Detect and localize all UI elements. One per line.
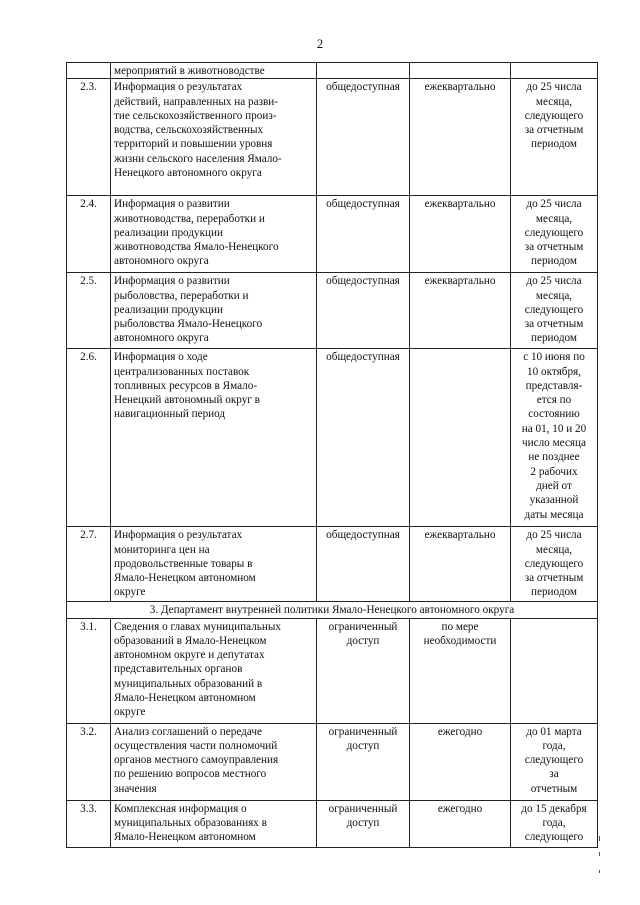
item-name-line: продовольственные товары в — [114, 557, 253, 570]
access-level — [317, 527, 410, 602]
item-name-line: муниципальных образований в — [114, 677, 263, 690]
table-row — [67, 527, 598, 602]
item-name-line: Ненецкий автономный округ в — [114, 394, 260, 407]
item-name-line: Анализ соглашений о передаче — [114, 725, 262, 738]
table-row — [67, 723, 598, 800]
item-name-line: Информация о развитии — [114, 275, 230, 288]
item-name-line: Комплексная информация о — [114, 802, 247, 815]
submission-deadline — [511, 527, 598, 602]
update-frequency-line: ежеквартально — [424, 81, 496, 94]
submission-deadline — [511, 618, 598, 723]
item-name-line: осуществления части полномочий — [114, 739, 278, 752]
item-number — [67, 63, 111, 79]
submission-deadline-line: указанной — [529, 494, 579, 507]
item-name-line: мероприятий в животноводстве — [114, 65, 265, 77]
access-level — [317, 196, 410, 273]
submission-deadline-line: месяца, — [535, 289, 573, 302]
table-row — [67, 63, 598, 79]
item-number: 2.3. — [67, 79, 111, 196]
access-level-line: ограниченный — [328, 620, 398, 633]
item-name-line: Информация о результатах — [114, 81, 243, 94]
submission-deadline-line: следующего — [524, 109, 584, 122]
item-name-line: образований в Ямало-Ненецком — [114, 634, 267, 647]
submission-deadline — [511, 79, 598, 196]
item-name-line: животноводства Ямало-Ненецкого — [114, 241, 279, 254]
access-level — [317, 79, 410, 196]
submission-deadline-line: за отчетным — [524, 241, 584, 254]
item-name-line: по решению вопросов местного — [114, 768, 267, 781]
submission-deadline — [511, 196, 598, 273]
item-name-line: жизни сельского населения Ямало- — [114, 152, 282, 165]
section-title: 3. Департамент внутренней политики Ямало-Ненецкого автономного округа — [67, 602, 598, 618]
item-name-line: топливных ресурсов в Ямало- — [114, 379, 258, 392]
item-name-line: автономного округа — [114, 255, 209, 268]
access-level-line: общедоступная — [326, 351, 400, 364]
submission-deadline — [511, 349, 598, 527]
access-level — [317, 273, 410, 349]
item-number: 2.4. — [67, 196, 111, 273]
item-name-line: Информация о результатах — [114, 529, 243, 542]
submission-deadline — [511, 63, 598, 79]
submission-deadline-line: не позднее — [528, 451, 580, 464]
update-frequency — [410, 349, 511, 527]
submission-deadline-line: периодом — [531, 138, 577, 151]
submission-deadline-line: дней от — [536, 479, 572, 492]
submission-deadline-line: до 01 марта — [526, 725, 582, 738]
submission-deadline-line: до 15 декабря — [521, 802, 587, 815]
update-frequency-line: ежеквартально — [424, 198, 496, 211]
submission-deadline-line: до 25 числа — [526, 529, 582, 542]
update-frequency — [410, 63, 511, 79]
submission-deadline-line: за — [549, 768, 559, 781]
submission-deadline-line: периодом — [531, 255, 577, 268]
item-name-line: округе — [114, 706, 146, 719]
item-number: 3.2. — [67, 723, 111, 800]
submission-deadline-line: следующего — [524, 226, 584, 239]
submission-deadline-line: следующего — [524, 754, 584, 767]
update-frequency-line: необходимости — [423, 634, 497, 647]
section-header-row — [67, 602, 598, 618]
access-level-line: общедоступная — [326, 198, 400, 211]
submission-deadline-line: состоянию — [528, 408, 580, 421]
item-name-line: представительных органов — [114, 663, 243, 676]
item-name — [111, 800, 317, 847]
update-frequency — [410, 196, 511, 273]
item-name — [111, 79, 317, 196]
submission-deadline-line: месяца, — [535, 95, 573, 108]
item-name-line: Ямало-Ненецком автономном — [114, 572, 256, 585]
item-name-line: Сведения о главах муниципальных — [114, 620, 281, 633]
item-name-line: навигационный период — [114, 408, 226, 421]
item-number: 2.7. — [67, 527, 111, 602]
page-number: 2 — [316, 36, 324, 51]
submission-deadline-line: до 25 числа — [526, 198, 582, 211]
submission-deadline-line: за отчетным — [524, 124, 584, 137]
item-number: 3.3. — [67, 800, 111, 847]
item-name-line: автономного округа — [114, 332, 209, 345]
submission-deadline-line: число месяца — [522, 437, 586, 450]
update-frequency — [410, 527, 511, 602]
item-name — [111, 618, 317, 723]
item-name-line: органов местного самоуправления — [114, 754, 279, 767]
item-name-line: Ямало-Ненецком автономном — [114, 692, 256, 705]
item-name-line: Ненецкого автономного округа — [114, 167, 262, 180]
item-name-line: муниципальных образованиях в — [114, 816, 267, 829]
item-name-line: мониторинга цен на — [114, 543, 210, 556]
table-row — [67, 79, 598, 196]
submission-deadline — [511, 723, 598, 800]
access-level-line: доступ — [346, 739, 380, 752]
submission-deadline-line: даты месяца — [524, 508, 584, 521]
submission-deadline-line: с 10 июня по — [523, 351, 585, 364]
item-name-line: территорий и повышении уровня — [114, 138, 273, 151]
access-level — [317, 723, 410, 800]
item-name-line: централизованных поставок — [114, 365, 250, 378]
submission-deadline-line: следующего — [524, 303, 584, 316]
item-number: 2.5. — [67, 273, 111, 349]
access-level-line: ограниченный — [328, 802, 398, 815]
update-frequency-line: ежегодно — [437, 802, 483, 815]
item-name — [111, 349, 317, 527]
submission-deadline-line: отчетным — [530, 782, 578, 795]
margin-mark — [599, 836, 600, 841]
submission-deadline-line: за отчетным — [524, 318, 584, 331]
access-level-line: общедоступная — [326, 529, 400, 542]
item-name-line: тие сельскохозяйственного произ- — [114, 109, 277, 122]
item-name-line: Информация о развитии — [114, 198, 230, 211]
submission-deadline-line: следующего — [524, 831, 584, 844]
update-frequency — [410, 79, 511, 196]
table-row — [67, 273, 598, 349]
update-frequency-line: по мере — [441, 620, 479, 633]
table-row — [67, 800, 598, 847]
submission-deadline-line: на 01, 10 и 20 — [521, 422, 587, 435]
submission-deadline-line: 10 октября, — [527, 365, 581, 378]
submission-deadline-line: за отчетным — [524, 572, 584, 585]
table-row — [67, 196, 598, 273]
submission-deadline-line: года, — [542, 739, 566, 752]
access-level — [317, 618, 410, 723]
submission-deadline-line: до 25 числа — [526, 275, 582, 288]
information-registry-table — [66, 62, 598, 848]
table-row — [67, 349, 598, 527]
submission-deadline-line: ется по — [536, 394, 572, 407]
item-name-line: округе — [114, 586, 146, 599]
item-name — [111, 63, 317, 79]
item-name-line: автономном округе и депутатах — [114, 649, 265, 662]
item-name — [111, 273, 317, 349]
margin-mark — [599, 870, 600, 873]
item-name-line: значения — [114, 782, 157, 795]
submission-deadline-line: представля- — [525, 379, 583, 392]
item-name-line: действий, направленных на разви- — [114, 95, 278, 108]
access-level — [317, 63, 410, 79]
submission-deadline-line: периодом — [531, 586, 577, 599]
update-frequency — [410, 723, 511, 800]
submission-deadline-line: года, — [542, 816, 566, 829]
item-name-line: Информация о ходе — [114, 351, 208, 364]
item-name-line: животноводства, переработки и — [114, 212, 265, 225]
item-number: 3.1. — [67, 618, 111, 723]
update-frequency — [410, 618, 511, 723]
update-frequency-line: ежеквартально — [424, 275, 496, 288]
item-name — [111, 196, 317, 273]
item-name — [111, 527, 317, 602]
item-name-line: рыболовства, переработки и — [114, 289, 249, 302]
update-frequency — [410, 800, 511, 847]
access-level — [317, 349, 410, 527]
table-row — [67, 618, 598, 723]
submission-deadline-line: месяца, — [535, 543, 573, 556]
submission-deadline-line: до 25 числа — [526, 81, 582, 94]
access-level-line: ограниченный — [328, 725, 398, 738]
submission-deadline — [511, 273, 598, 349]
table-body — [67, 63, 598, 848]
margin-mark — [599, 852, 600, 856]
item-name-line: водства, сельскохозяйственных — [114, 124, 264, 137]
access-level — [317, 800, 410, 847]
access-level-line: доступ — [346, 816, 380, 829]
update-frequency — [410, 273, 511, 349]
submission-deadline-line: 2 рабочих — [530, 465, 578, 478]
item-name — [111, 723, 317, 800]
item-name-line: Ямало-Ненецком автономном — [114, 831, 256, 844]
access-level-line: доступ — [346, 634, 380, 647]
submission-deadline — [511, 800, 598, 847]
submission-deadline-line: следующего — [524, 557, 584, 570]
update-frequency-line: ежегодно — [437, 725, 483, 738]
item-name-line: реализации продукции — [114, 226, 224, 239]
access-level-line: общедоступная — [326, 81, 400, 94]
item-number: 2.6. — [67, 349, 111, 527]
update-frequency-line: ежеквартально — [424, 529, 496, 542]
item-name-line: рыболовства Ямало-Ненецкого — [114, 318, 263, 331]
submission-deadline-line: месяца, — [535, 212, 573, 225]
item-name-line: реализации продукции — [114, 303, 224, 316]
submission-deadline-line: периодом — [531, 332, 577, 345]
access-level-line: общедоступная — [326, 275, 400, 288]
